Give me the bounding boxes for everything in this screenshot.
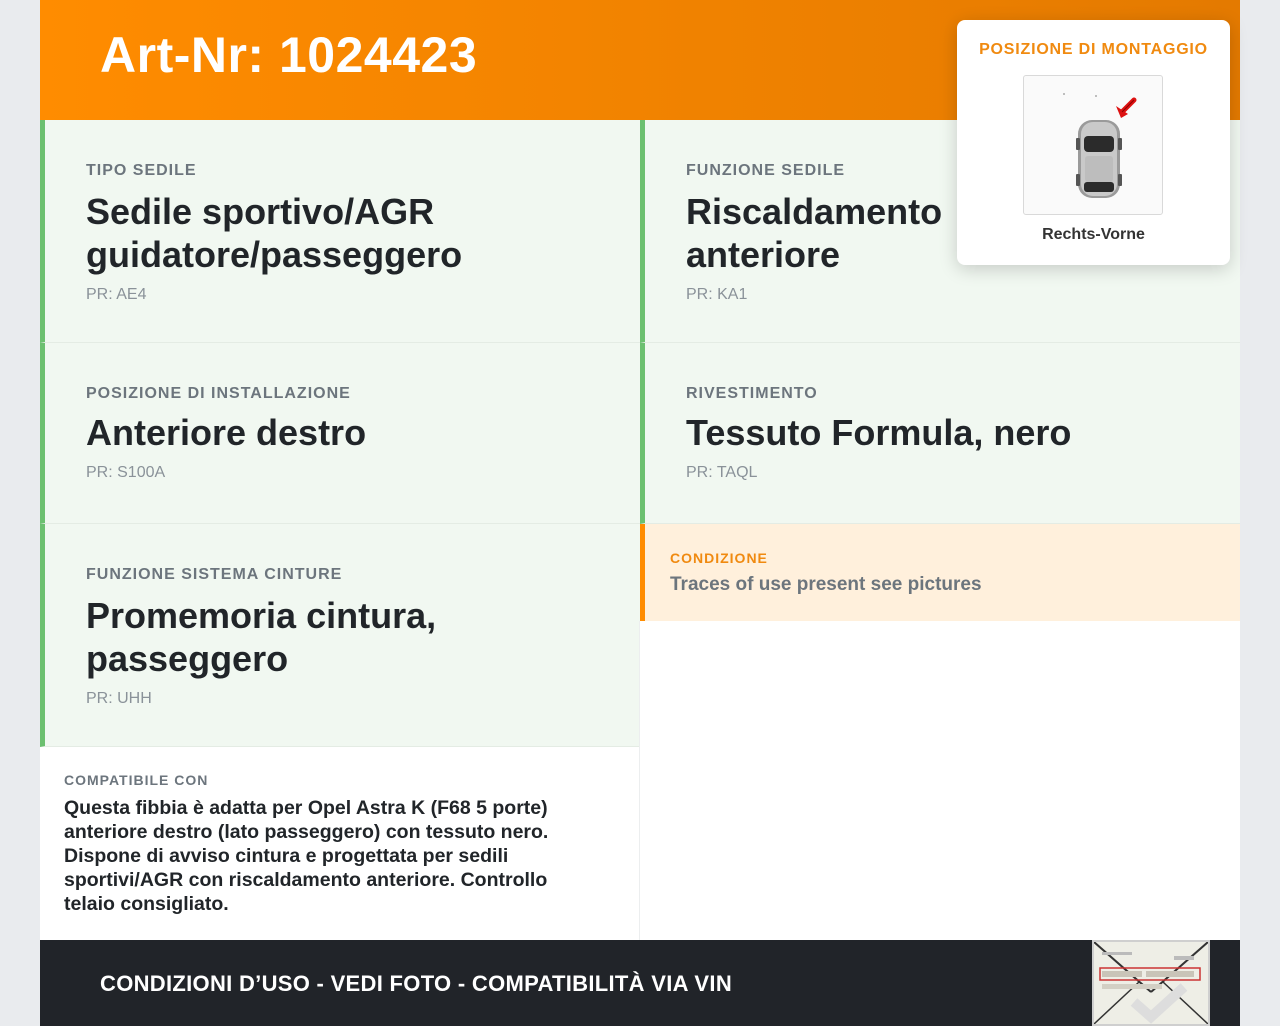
cell-label: RIVESTIMENTO bbox=[686, 385, 818, 402]
cell-value: Tessuto Formula, nero bbox=[686, 412, 1072, 453]
condition-box bbox=[640, 524, 1240, 621]
car-position-image[interactable] bbox=[1023, 75, 1163, 215]
cell-value: Promemoria cintura, passeggero bbox=[86, 595, 437, 679]
popup-title: POSIZIONE DI MONTAGGIO bbox=[979, 41, 1208, 58]
cell-value: Anteriore destro bbox=[86, 412, 367, 453]
cell-pr-code: PR: AE4 bbox=[86, 286, 147, 303]
cell-value: Riscaldamento anteriore bbox=[686, 191, 943, 275]
info-cell-upholstery bbox=[640, 343, 1240, 524]
compatibility-label: COMPATIBILE CON bbox=[64, 772, 209, 788]
condition-text: Traces of use present see pictures bbox=[670, 574, 982, 595]
cell-label: FUNZIONE SISTEMA CINTURE bbox=[86, 566, 343, 583]
mounting-position-popup bbox=[957, 20, 1230, 265]
compatibility-text: Questa fibbia è adatta per Opel Astra K (F68 5 porte) anteriore destro (lato passeggero) con tessuto nero. Dispone di avviso cintura e progettata per sedili sportivi/AGR con riscaldamento anteriore. Controllo telaio consigliato. bbox=[64, 797, 549, 915]
popup-caption: Rechts-Vorne bbox=[1042, 226, 1145, 243]
column-divider bbox=[639, 621, 640, 940]
cell-label: TIPO SEDILE bbox=[86, 162, 197, 179]
compatibility-section bbox=[40, 747, 640, 940]
cell-pr-code: PR: UHH bbox=[86, 690, 152, 707]
cell-label: POSIZIONE DI INSTALLAZIONE bbox=[86, 385, 351, 402]
cell-pr-code: PR: TAQL bbox=[686, 464, 758, 481]
document-photo-icon bbox=[1094, 942, 1208, 1024]
cell-label: FUNZIONE SEDILE bbox=[686, 162, 846, 179]
cell-value: Sedile sportivo/AGR guidatore/passeggero bbox=[86, 191, 463, 275]
info-cell-installation-position bbox=[40, 343, 640, 524]
cell-pr-code: PR: KA1 bbox=[686, 286, 748, 303]
info-cell-seat-type bbox=[40, 120, 640, 343]
condition-label: CONDIZIONE bbox=[670, 550, 768, 566]
vin-photo-thumbnail[interactable] bbox=[1092, 940, 1210, 1026]
footer-bar bbox=[40, 940, 1240, 1026]
info-cell-belt-function bbox=[40, 524, 640, 747]
footer-text: CONDIZIONI D’USO - VEDI FOTO - COMPATIBILITÀ VIA VIN bbox=[100, 971, 733, 996]
article-number-title: Art-Nr: 1024423 bbox=[100, 27, 478, 83]
car-top-view-icon bbox=[1024, 76, 1162, 214]
cell-pr-code: PR: S100A bbox=[86, 464, 166, 481]
